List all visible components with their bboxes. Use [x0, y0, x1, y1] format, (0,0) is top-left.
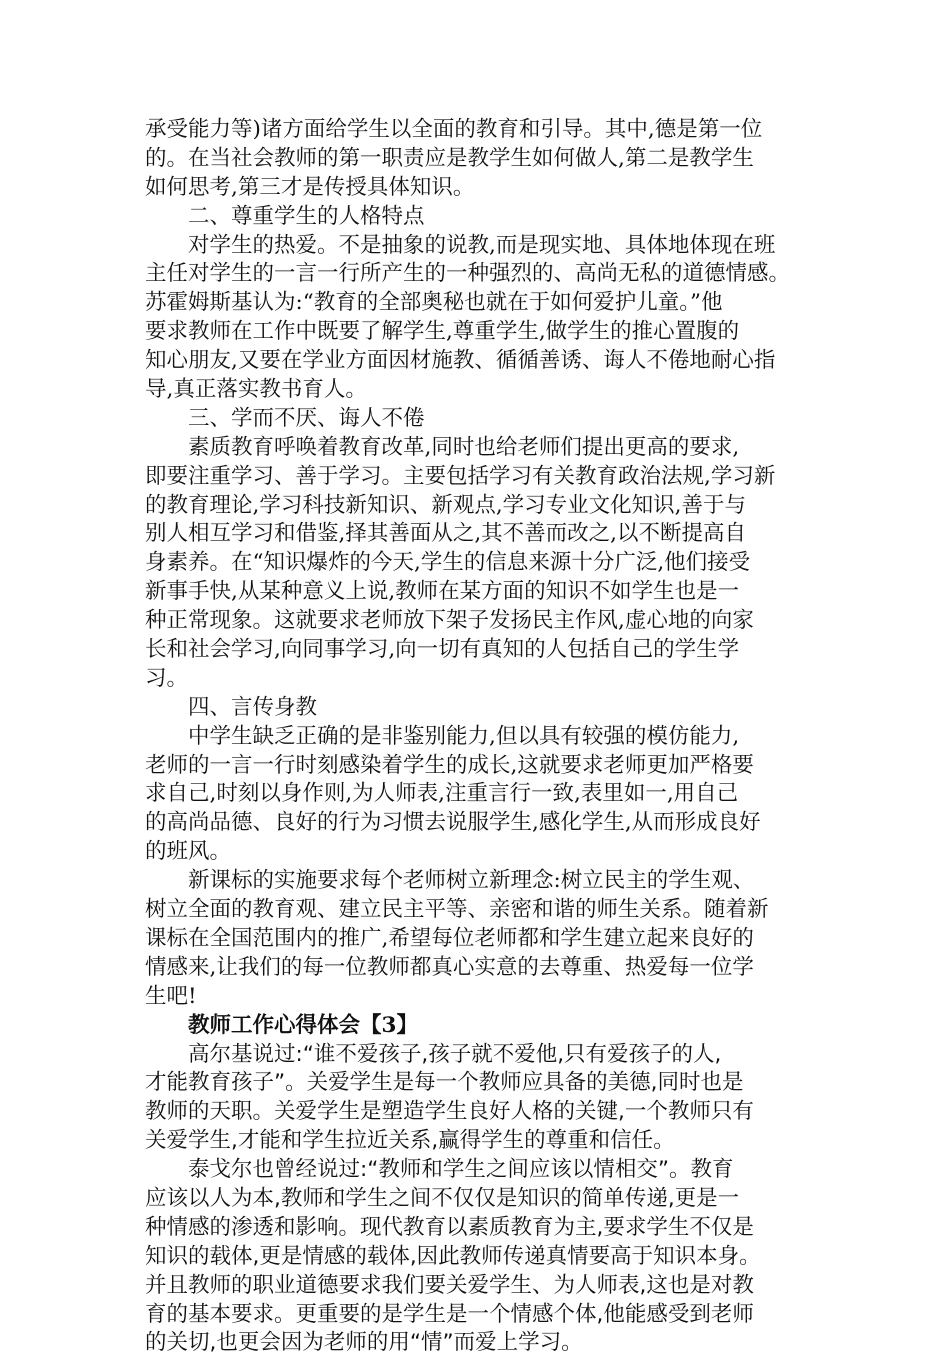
paragraph-line: 种情感的渗透和影响。现代教育以素质教育为主,要求学生不仅是	[145, 1214, 754, 1240]
paragraph-line: 情感来,让我们的每一位教师都真心实意的去尊重、热爱每一位学	[145, 954, 754, 980]
paragraph-line: 高尔基说过:“谁不爱孩子,孩子就不爱他,只有爱孩子的人,	[188, 1041, 722, 1067]
paragraph-line: 种正常现象。这就要求老师放下架子发扬民主作风,虚心地的向家	[145, 608, 754, 634]
paragraph-line: 要求教师在工作中既要了解学生,尊重学生,做学生的推心置腹的	[145, 319, 740, 345]
paragraph-line: 中学生缺乏正确的是非鉴别能力,但以具有较强的模仿能力,	[188, 723, 740, 749]
document-body	[145, 116, 805, 1358]
paragraph-line: 并且教师的职业道德要求我们要关爱学生、为人师表,这也是对教	[145, 1272, 754, 1298]
paragraph-line: 的班风。	[145, 839, 232, 865]
paragraph-line: 才能教育孩子”。关爱学生是每一个教师应具备的美德,同时也是	[145, 1070, 744, 1096]
paragraph-line: 别人相互学习和借鉴,择其善面从之,其不善而改之,以不断提高自	[145, 521, 747, 547]
paragraph-line: 导,真正落实教书育人。	[145, 377, 367, 403]
paragraph-line: 老师的一言一行时刻感染着学生的成长,这就要求老师更加严格要	[145, 752, 754, 778]
paragraph-line: 应该以人为本,教师和学生之间不仅仅是知识的简单传递,更是一	[145, 1185, 740, 1211]
paragraph-line: 泰戈尔也曾经说过:“教师和学生之间应该以情相交”。教育	[188, 1157, 734, 1183]
paragraph-line: 的关切,也更会因为老师的用“情”而爱上学习。	[145, 1330, 583, 1356]
paragraph-line: 如何思考,第三才是传授具体知识。	[145, 174, 475, 200]
paragraph-line: 的教育理论,学习科技新知识、新观点,学习专业文化知识,善于与	[145, 492, 747, 518]
paragraph-line: 关爱学生,才能和学生拉近关系,赢得学生的尊重和信任。	[145, 1128, 675, 1154]
paragraph-line: 主任对学生的一言一行所产生的一种强烈的、高尚无私的道德情感。	[145, 261, 791, 287]
paragraph-line: 树立全面的教育观、建立民主平等、亲密和谐的师生关系。随着新	[145, 897, 769, 923]
paragraph-line: 课标在全国范围内的推广,希望每位老师都和学生建立起来良好的	[145, 925, 754, 951]
paragraph-line: 对学生的热爱。不是抽象的说教,而是现实地、具体地体现在班	[188, 232, 776, 258]
paragraph-line: 新事手快,从某种意义上说,教师在某方面的知识不如学生也是一	[145, 579, 740, 605]
paragraph-line: 习。	[145, 665, 189, 691]
paragraph-line: 素质教育呼唤着教育改革,同时也给老师们提出更高的要求,	[188, 434, 740, 460]
paragraph-line: 求自己,时刻以身作则,为人师表,注重言行一致,表里如一,用自己	[145, 781, 739, 807]
paragraph-line: 新课标的实施要求每个老师树立新理念:树立民主的学生观、	[188, 868, 755, 894]
paragraph-line: 教师的天职。关爱学生是塑造学生良好人格的关键,一个教师只有	[145, 1099, 754, 1125]
paragraph-line: 的高尚品德、良好的行为习惯去说服学生,感化学生,从而形成良好	[145, 810, 761, 836]
paragraph-line: 长和社会学习,向同事学习,向一切有真知的人包括自己的学生学	[145, 637, 740, 663]
paragraph-line: 生吧!	[145, 983, 197, 1009]
paragraph-line: 身素养。在“知识爆炸的今天,学生的信息来源十分广泛,他们接受	[145, 550, 751, 576]
paragraph-line: 的。在当社会教师的第一职责应是教学生如何做人,第二是教学生	[145, 145, 754, 171]
paragraph-line: 即要注重学习、善于学习。主要包括学习有关教育政治法规,学习新	[145, 463, 776, 489]
paragraph-line: 承受能力等)诸方面给学生以全面的教育和引导。其中,德是第一位	[145, 117, 763, 142]
paragraph-line: 知心朋友,又要在学业方面因材施教、循循善诱、诲人不倦地耐心指	[145, 348, 776, 374]
paragraph-line: 知识的载体,更是情感的载体,因此教师传递真情要高于知识本身。	[145, 1243, 761, 1269]
paragraph-line: 苏霍姆斯基认为:“教育的全部奥秘也就在于如何爱护儿童。”他	[145, 290, 723, 316]
article-title: 教师工作心得体会【3】	[188, 1012, 418, 1038]
section-heading: 二、尊重学生的人格特点	[188, 203, 425, 229]
paragraph-line: 育的基本要求。更重要的是学生是一个情感个体,他能感受到老师	[145, 1301, 754, 1327]
section-heading: 三、学而不厌、诲人不倦	[188, 405, 425, 431]
section-heading: 四、言传身教	[188, 694, 318, 720]
